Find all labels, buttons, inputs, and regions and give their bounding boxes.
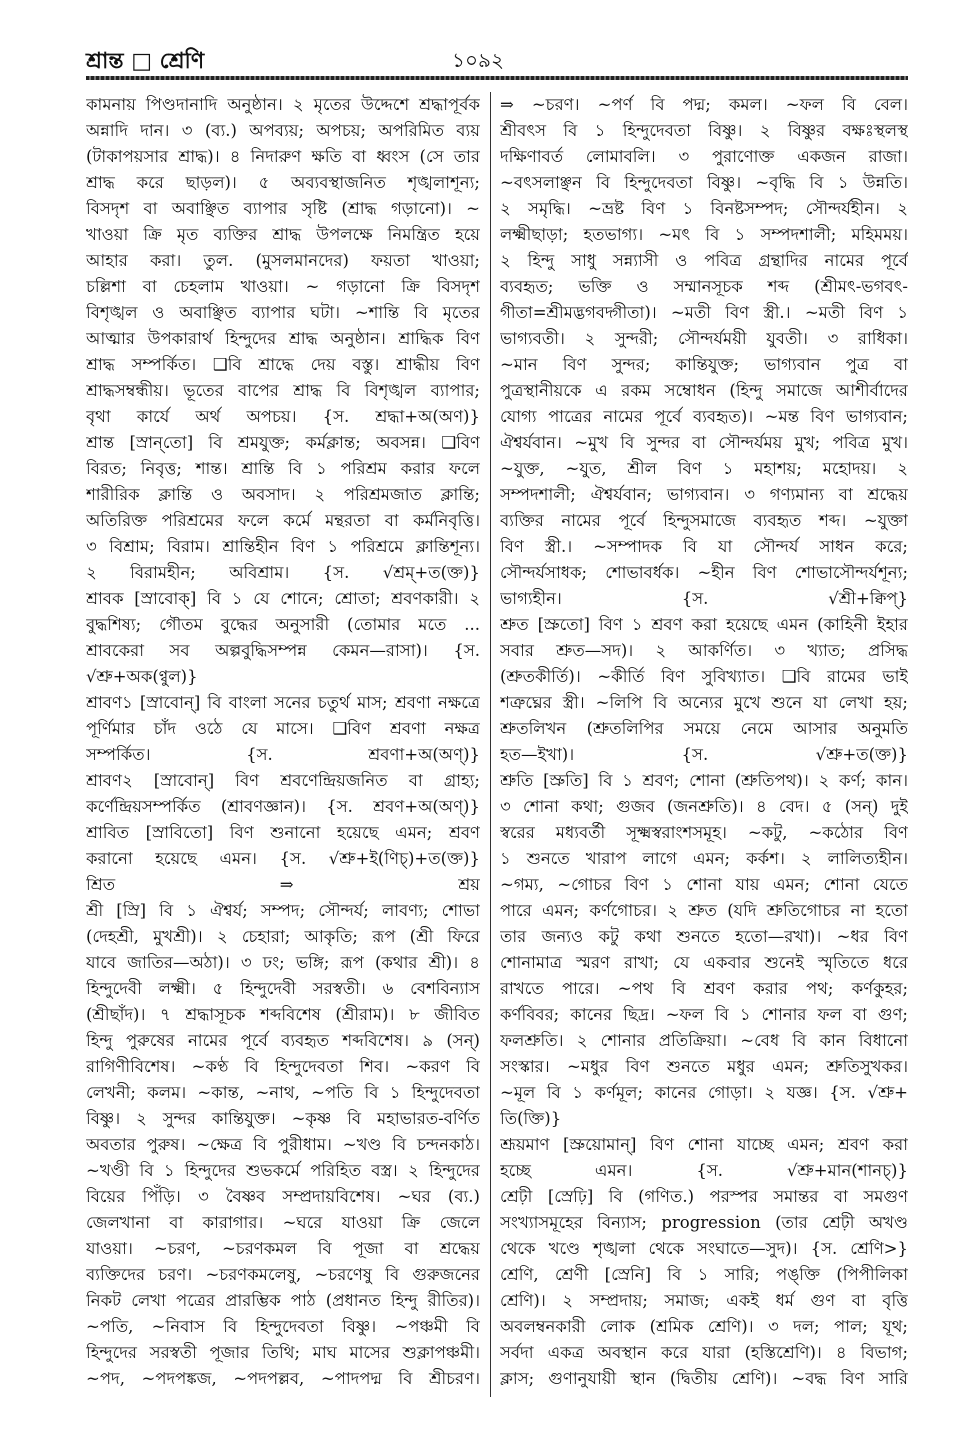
- text-line: শ্রুতি [স্রুতি] বি ১ শ্রবণ; শোনা (শ্রুতিপথ)। ২ কর্ণ; কান।: [500, 771, 908, 790]
- text-line: শ্রাবকেরা সব অল্পবুদ্ধিসম্পন্ন কেমন—রাসা)। {স.: [86, 641, 480, 660]
- text-line: জেলখানা বা কারাগার। ~ঘরে যাওয়া ক্রি জেলে: [86, 1213, 480, 1232]
- text-line: অবতার পুরুষ। ~ক্ষেত্র বি পুরীধাম। ~খণ্ড বি চন্দনকাঠ।: [86, 1135, 480, 1154]
- text-line: কর্ণবিবর; কানের ছিদ্র। ~ফল বি ১ শোনার ফল বা গুণ;: [500, 1005, 908, 1024]
- text-line: (শ্রীছাঁদ)। ৭ শ্রদ্ধাসূচক শব্দবিশেষ (শ্রীরাম)। ৮ জীবিত: [86, 1005, 480, 1024]
- text-line: শ্রিত ⇒ শ্রয়: [86, 875, 480, 894]
- text-line: গীতা=শ্রীমদ্ভগবদ্গীতা)। ~মতী বিণ স্ত্রী.। ~মতী বিণ ১: [500, 303, 908, 322]
- text-line: পূর্ণিমার চাঁদ ওঠে যে মাসে। ❑বিণ শ্রবণা নক্ষত্র: [86, 719, 480, 738]
- text-line: খাওয়া ক্রি মৃত ব্যক্তির শ্রাদ্ধ উপলক্ষে নিমন্ত্রিত হয়ে: [86, 225, 480, 244]
- text-line: শ্রাদ্ধ সম্পর্কিত। ❑বি শ্রাদ্ধে দেয় বস্তু। শ্রাদ্ধীয় বিণ: [86, 355, 480, 374]
- text-line: সম্পদশালী; ঐশ্বর্যবান; ভাগ্যবান। ৩ গণ্যমান্য বা শ্রদ্ধেয়: [500, 485, 908, 504]
- text-line: ~মান বিণ সুন্দর; কান্তিযুক্ত; ভাগ্যবান পুত্র বা: [500, 355, 908, 374]
- text-line: অতিরিক্ত পরিশ্রমের ফলে কর্মে মন্থরতা বা কর্মনিবৃত্তি।: [86, 511, 480, 530]
- text-line: নিকট লেখা পত্রের প্রারম্ভিক পাঠ (প্রধানত হিন্দু রীতির)।: [86, 1291, 480, 1310]
- text-line: পুত্রস্থানীয়কে এ রকম সম্বোধন (হিন্দু সমাজে আশীর্বাদের: [500, 381, 908, 400]
- text-line: যাওয়া। ~চরণ, ~চরণকমল বি পূজা বা শ্রদ্ধেয়: [86, 1239, 480, 1258]
- text-line: শ্রূয়মাণ [স্রুয়োমান্‌] বিণ শোনা যাচ্ছে এমন; শ্রবণ করা: [500, 1135, 908, 1154]
- text-line: শ্রাবণ২ [স্রাবোন্‌] বিণ শ্রবণেন্দ্রিয়জনিত বা গ্রাহ্য;: [86, 771, 480, 790]
- text-line: শ্রাদ্ধসম্বন্ধীয়। ভূতের বাপের শ্রাদ্ধ বি বিশৃঙ্খল ব্যাপার;: [86, 381, 480, 400]
- text-line: তি(ক্তি)}: [500, 1109, 562, 1128]
- text-line: ২ বিরামহীন; অবিশ্রাম। {স. √শ্রম্‌+ত(ক্ত)}: [86, 563, 480, 582]
- text-line: (টাকাপয়সার শ্রাদ্ধ)। ৪ নিদারুণ ক্ষতি বা ধ্বংস (সে তার: [86, 147, 480, 166]
- text-line: যোগ্য পাত্রের নামের পূর্বে ব্যবহৃত)। ~মন্ত বিণ ভাগ্যবান;: [500, 407, 908, 426]
- right-column: [500, 92, 908, 1402]
- text-line: সংখ্যাসমূহের বিন্যাস; progression (তার শ্রেঢ়ী অখণ্ড: [500, 1213, 908, 1232]
- text-line: কামনায় পিণ্ডদানাদি অনুষ্ঠান। ২ মৃতের উদ্দেশে শ্রদ্ধাপূর্বক: [86, 95, 480, 114]
- text-line: হত—ইখা)। {স. √শ্রু+ত(ক্ত)}: [500, 745, 908, 764]
- text-line: করানো হয়েছে এমন। {স. √শ্রু+ই(ণিচ্‌)+ত(ক্ত)}: [86, 849, 480, 868]
- text-line: শ্রেণি, শ্রেণী [স্রেনি] বি ১ সারি; পঙ্‌ক্তি (পিপীলিকা: [500, 1265, 908, 1284]
- text-line: আত্মার উপকারার্থ হিন্দুদের শ্রাদ্ধ অনুষ্ঠান। শ্রাদ্ধিক বিণ: [86, 329, 480, 348]
- text-line: ~যুক্ত, ~যুত, শ্রীল বিণ ১ মহাশয়; মহোদয়। ২: [500, 459, 908, 478]
- text-line: বিশৃঙ্খল ও অবাঞ্ছিত ব্যাপার ঘটা। ~শান্তি বি মৃতের: [86, 303, 480, 322]
- text-line: ~খণ্ডী বি ১ হিন্দুদের শুভকর্মে পরিহিত বস্ত্র। ২ হিন্দুদের: [86, 1161, 480, 1180]
- text-line: শ্রাদ্ধ করে ছাড়ল)। ৫ অব্যবস্থাজনিত শৃঙ্খলাশূন্য;: [86, 173, 480, 192]
- text-line: ~পতি, ~নিবাস বি হিন্দুদেবতা বিষ্ণু। ~পঞ্চমী বি: [86, 1317, 480, 1336]
- text-line: ৩ বিশ্রাম; বিরাম। শ্রান্তিহীন বিণ ১ পরিশ্রমে ক্লান্তিশূন্য।: [86, 537, 480, 556]
- text-line: ⇒ ~চরণ। ~পর্ণ বি পদ্ম; কমল। ~ফল বি বেল।: [500, 95, 908, 114]
- text-line: আহার করা। তুল. (মুসলমানদের) ফয়তা খাওয়া;: [86, 251, 480, 270]
- text-line: ঐশ্বর্যবান। ~মুখ বি সুন্দর বা সৌন্দর্যময় মুখ; পবিত্র মুখ।: [500, 433, 908, 452]
- text-line: রাখতে পারে। ~পথ বি শ্রবণ করার পথ; কর্ণকুহর;: [500, 979, 908, 998]
- text-line: বুদ্ধশিষ্য; গৌতম বুদ্ধের অনুসারী (তোমার মতে ...: [86, 615, 480, 634]
- text-line: রাগিণীবিশেষ। ~কণ্ঠ বি হিন্দুদেবতা শিব। ~করণ বি: [86, 1057, 480, 1076]
- text-line: সম্পর্কিত। {স. শ্রবণা+অ(অণ্‌)}: [86, 745, 480, 764]
- text-line: হিন্দু পুরুষের নামের পূর্বে ব্যবহৃত শব্দবিশেষ। ৯ (সন্): [86, 1031, 480, 1050]
- text-line: ২ সমৃদ্ধি। ~ভ্রষ্ট বিণ ১ বিনষ্টসম্পদ; সৌন্দর্যহীন। ২: [500, 199, 908, 218]
- text-line: চল্লিশা বা চেহলাম খাওয়া। ~ গড়ানো ক্রি বিসদৃশ: [86, 277, 480, 296]
- text-line: শ্রুতলিখন (শ্রুতলিপির সময়ে নেমে আসার অনুমতি: [500, 719, 908, 738]
- left-column: [86, 92, 480, 1402]
- text-line: বিষ্ণু। ২ সুন্দর কান্তিযুক্ত। ~কৃষ্ণ বি মহাভারত-বর্ণিত: [86, 1109, 480, 1128]
- text-line: কর্ণেন্দ্রিয়সম্পর্কিত (শ্রাবণজ্ঞান)। {স. শ্রবণ+অ(অণ্‌)}: [86, 797, 480, 816]
- column-divider: [490, 92, 491, 1397]
- text-line: শ্রীবৎস বি ১ হিন্দুদেবতা বিষ্ণু। ২ বিষ্ণুর বক্ষঃস্থলস্থ: [500, 121, 908, 140]
- text-line: তার জন্যও কটু কথা শুনতে হতো—রখা)। ~ধর বিণ: [500, 927, 908, 946]
- text-line: বৃথা কার্যে অর্থ অপচয়। {স. শ্রদ্ধা+অ(অণ)}: [86, 407, 480, 426]
- text-line: লেখনী; কলম। ~কান্ত, ~নাথ, ~পতি বি ১ হিন্দুদেবতা: [86, 1083, 480, 1102]
- text-line: বিয়ের পিঁড়ি। ৩ বৈষ্ণব সম্প্রদায়বিশেষ। ~ঘর (ব্য.): [86, 1187, 480, 1206]
- guide-words: শ্রান্ত □ শ্রেণি: [86, 48, 205, 74]
- text-line: শ্রাবণ১ [স্রাবোন্‌] বি বাংলা সনের চতুর্থ মাস; শ্রবণা নক্ষত্রে: [86, 693, 480, 712]
- text-line: ~মূল বি ১ কর্ণমূল; কানের গোড়া। ২ যজ্ঞ। {স. √শ্রু+: [500, 1083, 908, 1102]
- text-line: ব্যক্তির নামের পূর্বে হিন্দুসমাজে ব্যবহৃত শব্দ। ~যুক্তা: [500, 511, 908, 530]
- text-line: পারে এমন; কর্ণগোচর। ২ শ্রুত (যদি শ্রুতিগোচর না হতো: [500, 901, 908, 920]
- text-line: শ্রান্ত [স্রান্‌তো] বি শ্রমযুক্ত; কর্মক্লান্ত; অবসন্ন। ❑বিণ: [86, 433, 480, 452]
- text-line: শ্রী [স্রি] বি ১ ঐশ্বর্য; সম্পদ; সৌন্দর্য; লাবণ্য; শোভা: [86, 901, 480, 920]
- text-line: স্বরের মধ্যবর্তী সূক্ষ্মস্বরাংশসমূহ। ~কটু, ~কঠোর বিণ: [500, 823, 908, 842]
- header-rule: [86, 76, 908, 80]
- text-line: ব্যবহৃত; ভক্তি ও সম্মানসূচক শব্দ (শ্রীমৎ-ভগবৎ-: [500, 277, 908, 296]
- text-line: সৌন্দর্যসাধক; শোভাবর্ধক। ~হীন বিণ শোভাসৌন্দর্যশূন্য;: [500, 563, 908, 582]
- text-line: শ্রেঢ়ী [স্রেঢ়ি] বি (গণিত.) পরস্পর সমান্তর বা সমগুণ: [500, 1187, 908, 1206]
- text-line: শোনামাত্র স্মরণ রাখা; যে একবার শুনেই স্মৃতিতে ধরে: [500, 953, 908, 972]
- text-line: শ্রাবিত [স্রাবিতো] বিণ শুনানো হয়েছে এমন; শ্রবণ: [86, 823, 480, 842]
- text-line: ১ শুনতে খারাপ লাগে এমন; কর্কশ। ২ লালিত্যহীন।: [500, 849, 908, 868]
- text-line: হিন্দুদেবী লক্ষ্মী। ৫ হিন্দুদেবী সরস্বতী। ৬ বেশবিন্যাস: [86, 979, 480, 998]
- text-line: শত্রুঘ্নের স্ত্রী। ~লিপি বি অন্যের মুখে শুনে যা লেখা হয়;: [500, 693, 908, 712]
- text-line: ~বৎসলাঞ্ছন বি হিন্দুদেবতা বিষ্ণু। ~বৃদ্ধি বি ১ উন্নতি।: [500, 173, 908, 192]
- text-line: শারীরিক ক্লান্তি ও অবসাদ। ২ পরিশ্রমজাত ক্লান্তি;: [86, 485, 480, 504]
- text-line: শ্রাবক [স্রাবোক্‌] বি ১ যে শোনে; শ্রোতা; শ্রবণকারী। ২: [86, 589, 480, 608]
- text-line: যাবে জাতির—অঠা)। ৩ ঢং; ভঙ্গি; রূপ (কথার শ্রী)। ৪: [86, 953, 480, 972]
- text-line: ক্লাস; গুণানুযায়ী স্থান (দ্বিতীয় শ্রেণি)। ~বদ্ধ বিণ সারি: [500, 1369, 908, 1388]
- text-line: বিরত; নিবৃত্ত; শান্ত। শ্রান্তি বি ১ পরিশ্রম করার ফলে: [86, 459, 480, 478]
- text-line: শ্রুত [স্রুতো] বিণ ১ শ্রবণ করা হয়েছে এমন (কাহিনী ইহার: [500, 615, 908, 634]
- text-line: সর্বদা একত্র অবস্থান করে যারা (হস্তিশ্রেণি)। ৪ বিভাগ;: [500, 1343, 908, 1362]
- text-line: দক্ষিণাবর্ত লোমাবলি। ৩ পুরাণোক্ত একজন রাজা।: [500, 147, 908, 166]
- text-line: হিন্দুদের সরস্বতী পূজার তিথি; মাঘ মাসের শুক্লাপঞ্চমী।: [86, 1343, 480, 1362]
- text-line: অবলম্বনকারী লোক (শ্রমিক শ্রেণি)। ৩ দল; পাল; যূথ;: [500, 1317, 908, 1336]
- page-number: ১০৯২: [452, 48, 504, 72]
- text-line: শ্রেণি)। ২ সম্প্রদায়; সমাজ; একই ধর্ম গুণ বা বৃত্তি: [500, 1291, 908, 1310]
- text-line: ভাগ্যবতী। ২ সুন্দরী; সৌন্দর্যময়ী যুবতী। ৩ রাধিকা।: [500, 329, 908, 348]
- text-line: ভাগ্যহীন। {স. √শ্রী+ক্বিপ্‌}: [500, 589, 908, 608]
- text-line: লক্ষ্মীছাড়া; হতভাগ্য। ~মৎ বি ১ সম্পদশালী; মহিমময়।: [500, 225, 908, 244]
- text-line: থেকে খণ্ডে শৃঙ্খলা থেকে সংঘাতে—সুদ)। {স. শ্রেণি>}: [500, 1239, 908, 1258]
- text-line: (শ্রুতকীর্তি)। ~কীর্তি বিণ সুবিখ্যাত। ❑বি রামের ভাই: [500, 667, 908, 686]
- text-line: সবার শ্রুত—সদ)। ২ আকর্ণিত। ৩ খ্যাত; প্রসিদ্ধ: [500, 641, 908, 660]
- text-line: ২ হিন্দু সাধু সন্ন্যাসী ও পবিত্র গ্রন্থাদির নামের পূর্বে: [500, 251, 908, 270]
- text-line: হচ্ছে এমন। {স. √শ্রু+মান(শানচ্‌)}: [500, 1161, 908, 1180]
- text-line: ব্যক্তিদের চরণ। ~চরণকমলেষু, ~চরণেষু বি গুরুজনের: [86, 1265, 480, 1284]
- text-line: অন্নাদি দান। ৩ (ব্য.) অপব্যয়; অপচয়; অপরিমিত ব্যয়: [86, 121, 480, 140]
- text-line: (দেহশ্রী, মুখশ্রী)। ২ চেহারা; আকৃতি; রূপ (শ্রী ফিরে: [86, 927, 480, 946]
- text-line: ফলশ্রুতি। ২ শোনার প্রতিক্রিয়া। ~বেধ বি কান বিধানো: [500, 1031, 908, 1050]
- text-line: ~গম্য, ~গোচর বিণ ১ শোনা যায় এমন; শোনা যেতে: [500, 875, 908, 894]
- text-line: বিণ স্ত্রী.। ~সম্পাদক বি যা সৌন্দর্য সাধন করে;: [500, 537, 908, 556]
- text-line: ৩ শোনা কথা; গুজব (জনশ্রুতি)। ৪ বেদ। ৫ (সন্) দুই: [500, 797, 908, 816]
- text-line: √শ্রু+অক(ণ্বুল)}: [86, 667, 198, 686]
- text-line: বিসদৃশ বা অবাঞ্ছিত ব্যাপার সৃষ্টি (শ্রাদ্ধ গড়ানো)। ~: [86, 199, 480, 218]
- text-line: ~পদ, ~পদপঙ্কজ, ~পদপল্লব, ~পাদপদ্ম বি শ্রীচরণ।: [86, 1369, 480, 1388]
- text-line: সংস্কার। ~মধুর বিণ শুনতে মধুর এমন; শ্রুতিসুখকর।: [500, 1057, 908, 1076]
